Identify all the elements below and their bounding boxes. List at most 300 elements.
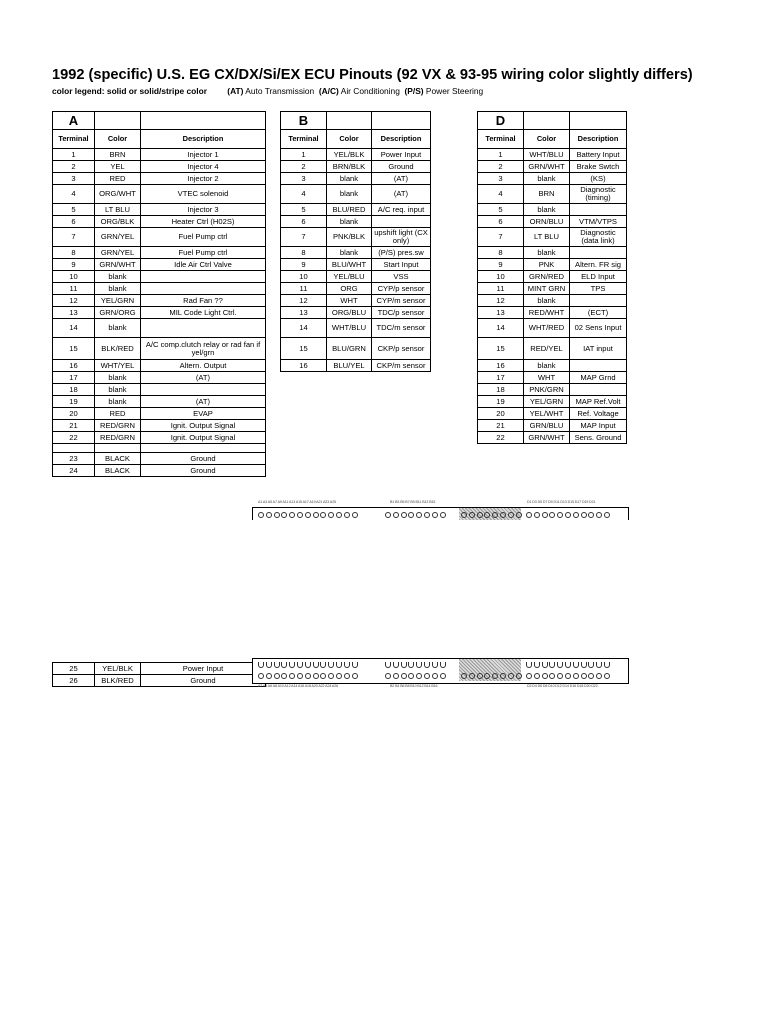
pin-row <box>258 510 359 519</box>
description-cell: Ignit. Output Signal <box>141 432 266 444</box>
terminal-cell: 11 <box>281 283 327 295</box>
pin-hole <box>534 673 540 679</box>
pin-hole <box>266 662 272 668</box>
terminal-cell: 25 <box>53 663 95 675</box>
table-row <box>53 453 266 465</box>
legend-ac-text: Air Conditioning <box>340 86 400 96</box>
description-cell: (AT) <box>372 185 431 204</box>
pinout-table-a-continued <box>52 662 266 687</box>
pin-row <box>385 671 447 680</box>
pin-hole <box>336 673 342 679</box>
table-row <box>281 216 431 228</box>
description-cell: CYP/p sensor <box>372 283 431 295</box>
description-cell: VTM/VTPS <box>570 216 627 228</box>
color-cell: ORN/BLU <box>524 216 570 228</box>
pin-hole <box>328 512 334 518</box>
description-cell: CYP/m sensor <box>372 295 431 307</box>
pin-hole <box>596 673 602 679</box>
pin-hole <box>393 662 399 668</box>
pin-row <box>461 671 523 680</box>
description-cell: Power Input <box>141 663 266 675</box>
description-cell: CKP/m sensor <box>372 360 431 372</box>
terminal-cell: 9 <box>281 259 327 271</box>
color-cell: YEL/BLK <box>95 663 141 675</box>
description-cell: MAP Grnd <box>570 372 627 384</box>
table-row <box>478 372 627 384</box>
section-label-a: A <box>53 112 95 130</box>
terminal-cell: 14 <box>281 319 327 338</box>
table-row <box>53 663 266 675</box>
description-cell: VSS <box>372 271 431 283</box>
description-cell: Altern. FR sig <box>570 259 627 271</box>
color-cell: blank <box>95 396 141 408</box>
pin-hole <box>305 673 311 679</box>
pin-hole <box>484 512 490 518</box>
table-row <box>478 396 627 408</box>
pin-hole <box>352 512 358 518</box>
table-row <box>281 247 431 259</box>
color-cell: blank <box>327 247 372 259</box>
terminal-cell: 13 <box>281 307 327 319</box>
pin-hole <box>313 512 319 518</box>
color-cell: BRN <box>95 149 141 161</box>
terminal-cell: 22 <box>53 432 95 444</box>
pin-hole <box>432 512 438 518</box>
color-cell: WHT <box>327 295 372 307</box>
pin-hole <box>281 512 287 518</box>
table-row <box>478 204 627 216</box>
table-row <box>53 444 266 453</box>
terminal-cell: 3 <box>478 173 524 185</box>
color-cell: BLU/WHT <box>327 259 372 271</box>
pin-hole <box>542 673 548 679</box>
color-cell: LT BLU <box>95 204 141 216</box>
color-cell: BRN <box>524 185 570 204</box>
pin-hole <box>549 512 555 518</box>
spacer-cell <box>53 444 95 453</box>
description-cell: Brake Swtch <box>570 161 627 173</box>
pin-hole <box>440 512 446 518</box>
pin-hole <box>526 662 532 668</box>
terminal-cell: 5 <box>478 204 524 216</box>
pinout-table-a <box>52 111 266 477</box>
pin-hole <box>516 673 522 679</box>
terminal-cell: 3 <box>281 173 327 185</box>
pin-hole <box>588 673 594 679</box>
header-terminal: Terminal <box>53 130 95 149</box>
pin-row <box>526 510 612 519</box>
table-row <box>478 420 627 432</box>
table-row <box>478 216 627 228</box>
connector-diagram-top <box>252 507 629 520</box>
pin-row <box>461 510 523 519</box>
color-cell: BLK/RED <box>95 675 141 687</box>
pin-hole <box>416 662 422 668</box>
header-description: Description <box>372 130 431 149</box>
pin-hole <box>336 662 342 668</box>
terminal-cell: 18 <box>478 384 524 396</box>
pin-hole <box>461 673 467 679</box>
color-cell: WHT <box>524 372 570 384</box>
description-cell: (P/S) pres.sw <box>372 247 431 259</box>
pin-hole <box>274 512 280 518</box>
pin-hole <box>385 662 391 668</box>
color-cell: YEL/BLK <box>327 149 372 161</box>
table-row <box>53 307 266 319</box>
pin-hole <box>542 662 548 668</box>
color-cell: PNK/BLK <box>327 228 372 247</box>
terminal-cell: 15 <box>478 338 524 360</box>
pin-hole <box>526 673 532 679</box>
description-cell <box>570 204 627 216</box>
description-cell: Fuel Pump ctrl <box>141 228 266 247</box>
color-cell: YEL/BLU <box>327 271 372 283</box>
pin-row <box>258 660 359 669</box>
legend-ac-abbr: (A/C) <box>318 86 339 96</box>
color-cell: GRN/YEL <box>95 247 141 259</box>
pin-hole <box>604 512 610 518</box>
description-cell: MAP Input <box>570 420 627 432</box>
pin-hole <box>588 512 594 518</box>
connector-top-labels-d: D1 D3 D5 D7 D9 D11 D13 D15 D17 D19 D21 <box>527 500 596 504</box>
pin-hole <box>432 662 438 668</box>
description-cell: (AT) <box>141 396 266 408</box>
table-row <box>281 204 431 216</box>
color-cell: blank <box>95 384 141 396</box>
color-cell: blank <box>524 247 570 259</box>
color-cell: PNK/GRN <box>524 384 570 396</box>
description-cell: Injector 3 <box>141 204 266 216</box>
color-legend <box>52 86 483 96</box>
description-cell: Rad Fan ?? <box>141 295 266 307</box>
pin-hole <box>281 673 287 679</box>
pin-hole <box>328 673 334 679</box>
pin-hole <box>266 673 272 679</box>
terminal-cell: 7 <box>478 228 524 247</box>
table-row <box>478 247 627 259</box>
table-row <box>53 396 266 408</box>
table-row <box>53 408 266 420</box>
table-row <box>478 408 627 420</box>
pin-hole <box>274 673 280 679</box>
table-row <box>281 228 431 247</box>
color-cell: BLU/GRN <box>327 338 372 360</box>
table-row <box>281 271 431 283</box>
table-row <box>53 161 266 173</box>
terminal-cell: 20 <box>53 408 95 420</box>
connector-bottom-labels-a: A2 A4 A6 A8 A10 A12 A14 A16 A18 A20 A22 A24 A26 <box>258 684 339 688</box>
terminal-cell: 10 <box>281 271 327 283</box>
table-row <box>53 372 266 384</box>
terminal-cell: 24 <box>53 465 95 477</box>
terminal-cell: 11 <box>53 283 95 295</box>
terminal-cell: 13 <box>478 307 524 319</box>
table-row <box>53 259 266 271</box>
description-cell: (AT) <box>372 173 431 185</box>
table-row <box>53 432 266 444</box>
pin-hole <box>573 662 579 668</box>
terminal-cell: 18 <box>53 384 95 396</box>
color-cell: WHT/YEL <box>95 360 141 372</box>
description-cell: Diagnostic (data link) <box>570 228 627 247</box>
pin-hole <box>526 512 532 518</box>
description-cell: Battery Input <box>570 149 627 161</box>
terminal-cell: 1 <box>281 149 327 161</box>
table-row <box>478 295 627 307</box>
pin-hole <box>352 673 358 679</box>
color-cell: blank <box>95 372 141 384</box>
color-cell: GRN/RED <box>524 271 570 283</box>
pin-hole <box>416 673 422 679</box>
pin-hole <box>604 673 610 679</box>
color-cell: blank <box>524 173 570 185</box>
description-cell <box>141 319 266 338</box>
pin-hole <box>565 662 571 668</box>
pin-hole <box>258 512 264 518</box>
pin-hole <box>534 512 540 518</box>
pin-hole <box>297 662 303 668</box>
description-cell: upshift light (CX only) <box>372 228 431 247</box>
table-row <box>478 307 627 319</box>
terminal-cell: 10 <box>478 271 524 283</box>
terminal-cell: 22 <box>478 432 524 444</box>
terminal-cell: 7 <box>53 228 95 247</box>
color-cell: blank <box>327 216 372 228</box>
description-cell: Injector 1 <box>141 149 266 161</box>
color-cell: blank <box>327 173 372 185</box>
pin-hole <box>336 512 342 518</box>
section-label-d: D <box>478 112 524 130</box>
description-cell: Ref. Voltage <box>570 408 627 420</box>
terminal-cell: 26 <box>53 675 95 687</box>
description-cell: Power Input <box>372 149 431 161</box>
pin-hole <box>320 662 326 668</box>
color-cell: LT BLU <box>524 228 570 247</box>
pin-hole <box>344 512 350 518</box>
table-row <box>478 271 627 283</box>
pin-hole <box>565 512 571 518</box>
pin-hole <box>557 673 563 679</box>
pin-hole <box>274 662 280 668</box>
pin-hole <box>492 512 498 518</box>
color-cell: BLK/RED <box>95 338 141 360</box>
color-cell: GRN/WHT <box>524 161 570 173</box>
header-color: Color <box>95 130 141 149</box>
header-terminal: Terminal <box>478 130 524 149</box>
terminal-cell: 14 <box>53 319 95 338</box>
table-row <box>53 173 266 185</box>
pin-row <box>526 660 612 669</box>
description-cell: 02 Sens Input <box>570 319 627 338</box>
pin-hole <box>440 662 446 668</box>
description-cell: MAP Ref.Volt <box>570 396 627 408</box>
pin-hole <box>385 673 391 679</box>
terminal-cell: 8 <box>281 247 327 259</box>
description-cell: A/C req. input <box>372 204 431 216</box>
table-row <box>53 204 266 216</box>
table-row <box>53 675 266 687</box>
pin-hole <box>440 673 446 679</box>
header-description: Description <box>141 130 266 149</box>
connector-top-labels-b: B1 B3 B5 B7 B9 B11 B13 B15 <box>390 500 436 504</box>
header-terminal: Terminal <box>281 130 327 149</box>
terminal-cell: 6 <box>281 216 327 228</box>
description-cell: Ignit. Output Signal <box>141 420 266 432</box>
description-cell: Idle Air Ctrl Valve <box>141 259 266 271</box>
header-description: Description <box>570 130 627 149</box>
table-row <box>281 161 431 173</box>
color-cell: blank <box>524 360 570 372</box>
table-row <box>281 149 431 161</box>
header-color: Color <box>524 130 570 149</box>
color-cell: GRN/WHT <box>95 259 141 271</box>
description-cell <box>141 271 266 283</box>
table-row <box>53 295 266 307</box>
description-cell: Heater Ctrl (H02S) <box>141 216 266 228</box>
description-cell: EVAP <box>141 408 266 420</box>
connector-bottom-labels-d: D2 D4 D6 D8 D10 D12 D14 D16 D18 D20 D22 <box>527 684 598 688</box>
pin-hole <box>549 673 555 679</box>
color-cell: YEL <box>95 161 141 173</box>
terminal-cell: 17 <box>478 372 524 384</box>
description-cell: ELD Input <box>570 271 627 283</box>
pin-hole <box>352 662 358 668</box>
terminal-cell: 4 <box>281 185 327 204</box>
table-row <box>53 271 266 283</box>
pin-hole <box>573 512 579 518</box>
table-row <box>53 185 266 204</box>
terminal-cell: 17 <box>53 372 95 384</box>
pin-hole <box>266 512 272 518</box>
terminal-cell: 12 <box>281 295 327 307</box>
pin-hole <box>416 512 422 518</box>
table-row <box>478 149 627 161</box>
pinout-table-b <box>280 111 431 372</box>
pin-hole <box>534 662 540 668</box>
description-cell: Ground <box>372 161 431 173</box>
terminal-cell: 11 <box>478 283 524 295</box>
pin-hole <box>408 673 414 679</box>
pin-hole <box>565 673 571 679</box>
pin-hole <box>492 673 498 679</box>
pin-row <box>526 671 612 680</box>
color-cell: BLACK <box>95 453 141 465</box>
pin-hole <box>258 673 264 679</box>
pin-hole <box>604 662 610 668</box>
description-cell: Ground <box>141 675 266 687</box>
table-row <box>478 384 627 396</box>
description-cell: VTEC solenoid <box>141 185 266 204</box>
terminal-cell: 5 <box>281 204 327 216</box>
color-cell: RED/GRN <box>95 432 141 444</box>
pin-hole <box>289 512 295 518</box>
description-cell: (KS) <box>570 173 627 185</box>
description-cell <box>570 247 627 259</box>
document-title: 1992 (specific) U.S. EG CX/DX/Si/EX ECU Pinouts (92 VX & 93-95 wiring color slightly differs) <box>52 67 693 83</box>
section-label-b: B <box>281 112 327 130</box>
spacer-cell <box>95 444 141 453</box>
pin-hole <box>305 662 311 668</box>
pin-hole <box>461 512 467 518</box>
description-cell <box>141 384 266 396</box>
table-row <box>478 259 627 271</box>
terminal-cell: 19 <box>478 396 524 408</box>
color-cell: GRN/YEL <box>95 228 141 247</box>
description-cell: Altern. Output <box>141 360 266 372</box>
pin-hole <box>432 673 438 679</box>
pin-hole <box>588 662 594 668</box>
terminal-cell: 15 <box>281 338 327 360</box>
pin-hole <box>408 662 414 668</box>
table-row <box>53 228 266 247</box>
terminal-cell: 20 <box>478 408 524 420</box>
table-row <box>53 149 266 161</box>
color-cell: MINT GRN <box>524 283 570 295</box>
pin-hole <box>289 673 295 679</box>
table-row <box>281 283 431 295</box>
pin-hole <box>328 662 334 668</box>
terminal-cell: 14 <box>478 319 524 338</box>
pin-hole <box>469 512 475 518</box>
terminal-cell: 9 <box>53 259 95 271</box>
terminal-cell: 7 <box>281 228 327 247</box>
color-cell: GRN/WHT <box>524 432 570 444</box>
color-cell: ORG/WHT <box>95 185 141 204</box>
table-row <box>478 161 627 173</box>
color-cell: blank <box>327 185 372 204</box>
color-cell: RED/WHT <box>524 307 570 319</box>
table-row <box>281 185 431 204</box>
pin-hole <box>484 673 490 679</box>
table-row <box>281 319 431 338</box>
terminal-cell: 12 <box>53 295 95 307</box>
header-color: Color <box>327 130 372 149</box>
terminal-cell: 23 <box>53 453 95 465</box>
table-row <box>478 173 627 185</box>
terminal-cell: 6 <box>53 216 95 228</box>
pin-hole <box>557 662 563 668</box>
terminal-cell: 16 <box>478 360 524 372</box>
pin-hole <box>469 673 475 679</box>
table-row <box>281 307 431 319</box>
pin-row <box>258 671 359 680</box>
color-cell: BLU/YEL <box>327 360 372 372</box>
pin-hole <box>281 662 287 668</box>
terminal-cell: 12 <box>478 295 524 307</box>
terminal-cell: 8 <box>53 247 95 259</box>
pin-hole <box>581 512 587 518</box>
legend-at-text: Auto Transmission <box>245 86 315 96</box>
table-row <box>53 465 266 477</box>
description-cell: Injector 2 <box>141 173 266 185</box>
color-cell: YEL/GRN <box>95 295 141 307</box>
terminal-cell: 4 <box>478 185 524 204</box>
color-cell: RED <box>95 173 141 185</box>
pin-hole <box>408 512 414 518</box>
terminal-cell: 16 <box>53 360 95 372</box>
terminal-cell: 4 <box>53 185 95 204</box>
pin-hole <box>557 512 563 518</box>
description-cell: IAT input <box>570 338 627 360</box>
pinout-table-d <box>477 111 627 444</box>
terminal-cell: 1 <box>53 149 95 161</box>
terminal-cell: 1 <box>478 149 524 161</box>
terminal-cell: 3 <box>53 173 95 185</box>
terminal-cell: 8 <box>478 247 524 259</box>
table-row <box>281 360 431 372</box>
legend-ps-abbr: (P/S) <box>404 86 424 96</box>
legend-ps-text: Power Steering <box>425 86 484 96</box>
